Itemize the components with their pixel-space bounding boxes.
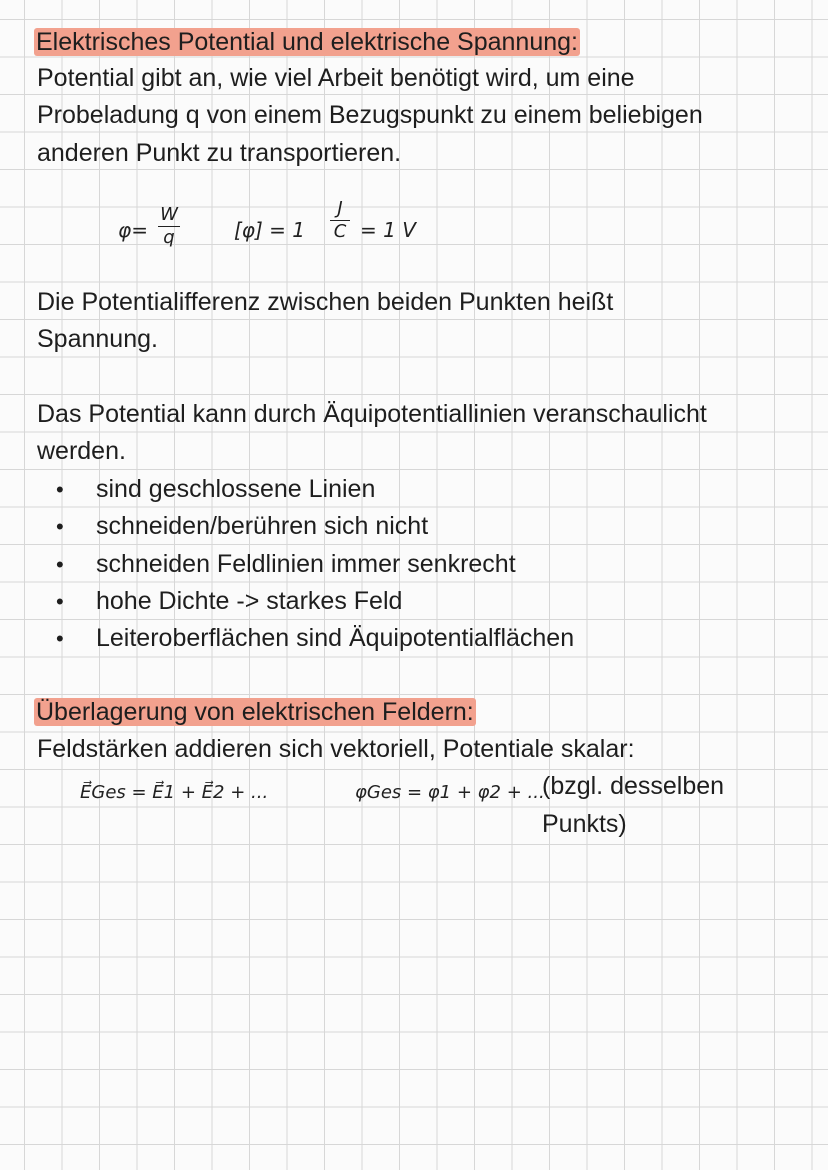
bullet-icon: • bbox=[56, 626, 64, 651]
formula-unit-lhs: [φ] = 1 bbox=[234, 218, 305, 242]
note-line: Punkts) bbox=[542, 810, 627, 838]
text-line: Potential gibt an, wie viel Arbeit benötigt wird, um eine bbox=[37, 64, 635, 92]
formula-unit-numerator: J bbox=[337, 198, 343, 219]
formula-field-sum: E⃗Ges = E⃗1 + E⃗2 + ... bbox=[80, 782, 269, 803]
formula-unit-denominator: C bbox=[333, 221, 347, 242]
section-heading-ueberlagerung: Überlagerung von elektrischen Feldern: bbox=[36, 698, 474, 726]
text-line: Die Potentialifferenz zwischen beiden Punkten heißt bbox=[37, 288, 614, 316]
bullet-icon: • bbox=[56, 477, 64, 502]
bullet-icon: • bbox=[56, 514, 64, 539]
list-item: hohe Dichte -> starkes Feld bbox=[96, 587, 403, 615]
formula-phi-fraction bbox=[158, 206, 180, 247]
bullet-icon: • bbox=[56, 552, 64, 577]
formula-phi-denominator: q bbox=[163, 227, 175, 248]
text-line: werden. bbox=[37, 437, 126, 465]
formula-unit-fraction bbox=[330, 200, 350, 241]
formula-phi-numerator: W bbox=[160, 204, 178, 225]
text-line: Probeladung q von einem Bezugspunkt zu einem beliebigen bbox=[37, 101, 703, 129]
list-item: Leiteroberflächen sind Äquipotentialflächen bbox=[96, 624, 575, 652]
formula-potential-sum: φGes = φ1 + φ2 + ... bbox=[355, 782, 545, 803]
section-heading-potential: Elektrisches Potential und elektrische Spannung: bbox=[36, 28, 578, 56]
formula-phi-lhs: φ= bbox=[118, 218, 148, 242]
list-item: schneiden/berühren sich nicht bbox=[96, 512, 429, 540]
text-line: Das Potential kann durch Äquipotentiallinien veranschaulicht bbox=[37, 400, 707, 428]
text-line: Feldstärken addieren sich vektoriell, Potentiale skalar: bbox=[37, 735, 635, 763]
note-line: (bzgl. desselben bbox=[542, 772, 725, 800]
text-line: anderen Punkt zu transportieren. bbox=[37, 139, 402, 167]
bullet-icon: • bbox=[56, 589, 64, 614]
list-item: sind geschlossene Linien bbox=[96, 475, 376, 503]
text-line: Spannung. bbox=[37, 325, 158, 353]
list-item: schneiden Feldlinien immer senkrecht bbox=[96, 550, 516, 578]
formula-unit-rhs: = 1 V bbox=[360, 218, 416, 242]
